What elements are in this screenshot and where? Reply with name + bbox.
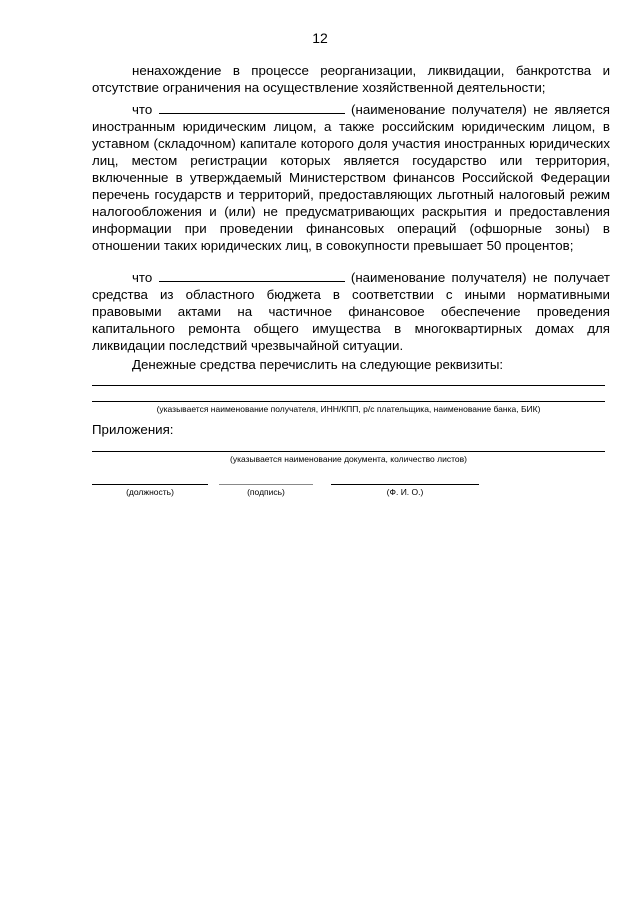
attachments-label: Приложения: bbox=[92, 422, 174, 437]
full-name-line bbox=[331, 484, 479, 485]
paragraph-lead-word: что bbox=[132, 102, 153, 117]
attachments-line bbox=[92, 451, 605, 452]
requisites-caption: (указывается наименование получателя, ИНН/КПП, р/с плательщика, наименование банка, БИК) bbox=[156, 404, 541, 414]
recipient-name-blank bbox=[159, 101, 345, 114]
signature-line bbox=[219, 484, 313, 485]
paragraph-not-foreign-entity bbox=[92, 101, 610, 254]
paragraph-body: (наименование получателя) не получает средства из областного бюджета в соответствии с иными нормативными правовыми актами на частичное финансовое обеспечение проведения капитального ремонта общего имущества в многоквартирных домах для ликвидации последствий чрезвычайной ситуации. bbox=[92, 270, 610, 353]
position-line bbox=[92, 484, 208, 485]
paragraph-no-liquidation: ненахождение в процессе реорганизации, ликвидации, банкротства и отсутствие ограничения на осуществление хозяйственной деятельности; bbox=[92, 63, 610, 95]
position-caption: (должность) bbox=[126, 487, 174, 497]
full-name-caption: (Ф. И. О.) bbox=[386, 487, 424, 497]
attachments-caption: (указывается наименование документа, количество листов) bbox=[230, 454, 467, 464]
paragraph-requisites-intro: Денежные средства перечислить на следующие реквизиты: bbox=[132, 357, 504, 372]
paragraph-body: (наименование получателя) не является иностранным юридическим лицом, а также российским юридическим лицом, в уставном (складочном) капитале которого доля участия иностранных юридических лиц, местом регистрации которых является государство или территория, включенные в утверждаемый Министерством финансов Российской Федерации перечень государств и территорий, предоставляющих льготный налоговый режим налогообложения и (или) не предусматривающих раскрытия и предоставления информации при проведении финансовых операций (офшорные зоны) в отношении таких юридических лиц, в совокупности превышает 50 процентов; bbox=[92, 102, 610, 253]
page-number: 12 bbox=[312, 30, 328, 46]
requisites-line-2 bbox=[92, 401, 605, 402]
paragraph-no-other-funds bbox=[92, 269, 610, 354]
requisites-line-1 bbox=[92, 385, 605, 386]
paragraph-lead-word: что bbox=[132, 270, 153, 285]
signature-caption: (подпись) bbox=[247, 487, 285, 497]
recipient-name-blank bbox=[159, 269, 345, 282]
